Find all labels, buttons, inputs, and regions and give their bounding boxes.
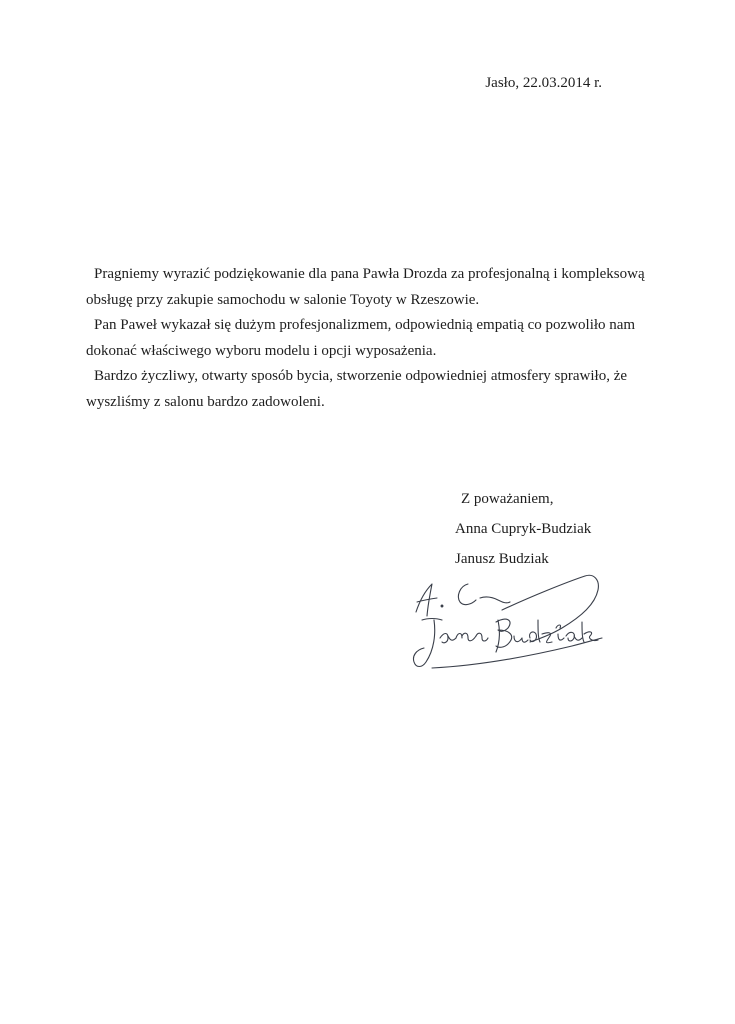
- closing-block: [455, 484, 591, 574]
- closing-greeting: Z poważaniem,: [461, 491, 554, 507]
- signatory-name: Janusz Budziak: [455, 551, 549, 567]
- paragraph-professionalism: Pan Paweł wykazał się dużym profesjonalizmem, odpowiednią empatią co pozwoliło nam dokonać właściwego wyboru modelu i opcji wyposażenia.: [86, 317, 636, 359]
- date-line: Jasło, 22.03.2014 r.: [485, 75, 602, 91]
- handwritten-signature: [402, 572, 607, 676]
- paragraph-thanks: Pragniemy wyrazić podziękowanie dla pana Pawła Drozda za profesjonalną i kompleksową obsługę przy zakupie samochodu w salonie Toyoty w Rzeszowie.: [86, 266, 645, 308]
- letter-body: [86, 262, 666, 415]
- signatory-name: Anna Cupryk-Budziak: [455, 521, 592, 537]
- paragraph-atmosphere: Bardzo życzliwy, otwarty sposób bycia, stworzenie odpowiedniej atmosfery sprawiło, że wyszliśmy z salonu bardzo zadowoleni.: [86, 368, 628, 410]
